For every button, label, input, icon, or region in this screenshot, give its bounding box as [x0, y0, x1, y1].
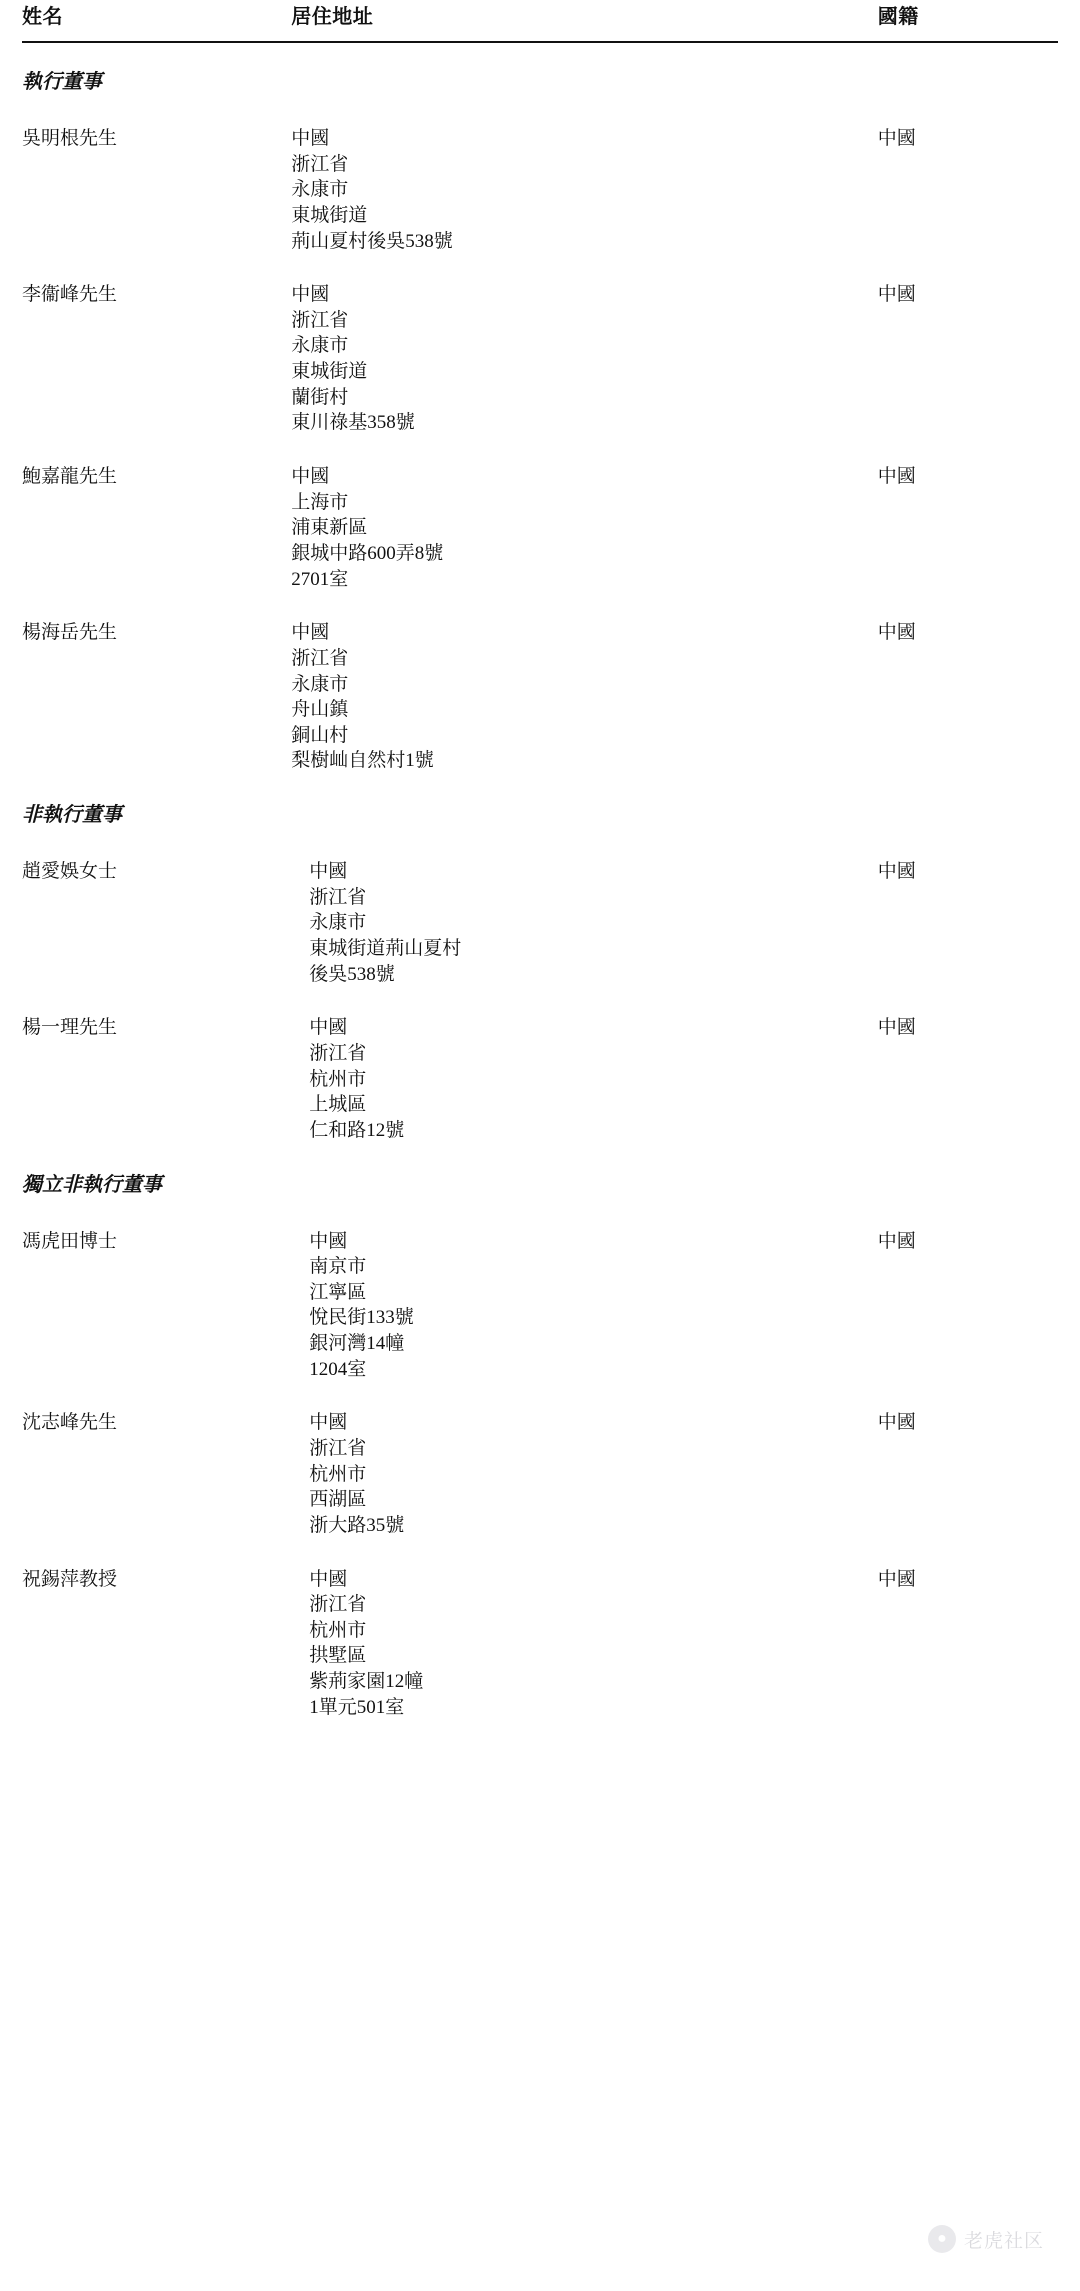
- address-line: 中國: [291, 466, 330, 488]
- column-header-name: 姓名: [22, 0, 287, 42]
- address-line: 中國: [291, 128, 330, 149]
- section-heading: 非執行董事: [22, 804, 122, 827]
- table-row: [22, 833, 1058, 989]
- table-row: [22, 1541, 1058, 1723]
- address-line: 東城街道荊山夏村: [309, 938, 462, 960]
- table-row: [22, 256, 1058, 438]
- cell-address: [287, 594, 868, 776]
- address-line: 中國: [309, 1412, 348, 1434]
- address-line: 浙江省: [309, 886, 367, 908]
- cell-nationality: 中國: [877, 1230, 916, 1252]
- address-line: 悅民街133號: [309, 1307, 414, 1329]
- address-line: 浙江省: [291, 153, 349, 175]
- section-heading-row: [22, 42, 1058, 100]
- address-line: 永康市: [291, 179, 349, 201]
- address-line: 蘭街村: [291, 386, 349, 408]
- cell-name: 楊一理先生: [22, 1017, 118, 1039]
- section-heading-row: [22, 776, 1058, 833]
- cell-address: [287, 833, 868, 989]
- table-row: [22, 1384, 1058, 1540]
- address-line: 拱墅區: [309, 1645, 367, 1667]
- address-line: 浙江省: [291, 647, 349, 669]
- cell-name: 馮虎田博士: [22, 1230, 118, 1252]
- address-line: 江寧區: [309, 1281, 367, 1303]
- cell-name: 李衞峰先生: [22, 284, 118, 306]
- address-line: 永康市: [291, 673, 349, 695]
- table-row: [22, 989, 1058, 1145]
- column-header-address: 居住地址: [287, 0, 868, 42]
- table-body: [22, 42, 1058, 1722]
- address-line: 西湖區: [309, 1489, 367, 1511]
- address-line: 中國: [291, 284, 330, 306]
- address-line: 上城區: [309, 1094, 367, 1116]
- address-line: 東川祿基358號: [291, 412, 415, 434]
- cell-nationality: 中國: [877, 1412, 916, 1434]
- table-row: [22, 594, 1058, 776]
- table-row: [22, 438, 1058, 594]
- watermark: [928, 2225, 1044, 2253]
- cell-name: 吳明根先生: [22, 128, 118, 149]
- address-line: 中國: [309, 1568, 348, 1590]
- cell-name: 楊海岳先生: [22, 622, 118, 644]
- section-heading-row: [22, 1146, 1058, 1203]
- cell-address: [287, 1384, 868, 1540]
- address-line: 中國: [309, 861, 348, 883]
- address-line: 浙大路35號: [309, 1514, 405, 1536]
- cell-address: [287, 989, 868, 1145]
- address-line: 銀城中路600弄8號: [291, 542, 444, 564]
- cell-nationality: 中國: [877, 1568, 916, 1590]
- cell-nationality: 中國: [877, 284, 916, 306]
- address-line: 浙江省: [309, 1594, 367, 1616]
- address-line: 永康市: [291, 335, 349, 357]
- watermark-label: 老虎社区: [963, 2230, 1044, 2252]
- address-line: 梨樹屾自然村1號: [291, 750, 434, 772]
- address-line: 中國: [309, 1230, 348, 1252]
- cell-name: 祝錫萍教授: [22, 1568, 118, 1590]
- address-line: 中國: [291, 622, 330, 644]
- address-line: 南京市: [309, 1256, 367, 1278]
- address-line: 舟山鎮: [291, 699, 349, 721]
- cell-address: [287, 256, 868, 438]
- address-line: 銀河灣14幢: [309, 1333, 405, 1355]
- address-line: 紫荊家園12幢: [309, 1671, 424, 1693]
- column-header-nationality: 國籍: [868, 0, 1058, 42]
- address-line: 杭州市: [309, 1068, 367, 1090]
- cell-address: [287, 1541, 868, 1723]
- table-header: [22, 0, 1058, 42]
- address-line: 浙江省: [291, 309, 349, 331]
- address-line: 2701室: [291, 568, 349, 590]
- address-line: 杭州市: [309, 1619, 367, 1641]
- cell-nationality: 中國: [877, 128, 916, 149]
- table-row: [22, 100, 1058, 256]
- address-line: 東城街道: [291, 361, 368, 383]
- cell-address: [287, 100, 868, 256]
- address-line: 1單元501室: [309, 1696, 405, 1718]
- address-line: 上海市: [291, 491, 349, 513]
- cell-name: 鮑嘉龍先生: [22, 466, 118, 488]
- address-line: 浙江省: [309, 1437, 367, 1459]
- table-row: [22, 1203, 1058, 1385]
- section-heading: 執行董事: [22, 71, 102, 93]
- directors-table: [22, 0, 1058, 1722]
- address-line: 荊山夏村後吳538號: [291, 230, 453, 252]
- address-line: 杭州市: [309, 1463, 367, 1485]
- address-line: 浙江省: [309, 1042, 367, 1064]
- cell-name: 趙愛娛女士: [22, 861, 118, 883]
- address-line: 後吳538號: [309, 963, 395, 985]
- cell-address: [287, 1203, 868, 1385]
- address-line: 東城街道: [291, 204, 368, 226]
- cell-address: [287, 438, 868, 594]
- table-header-row: [22, 0, 1058, 42]
- cell-nationality: 中國: [877, 622, 916, 644]
- address-line: 中國: [309, 1017, 348, 1039]
- section-heading: 獨立非執行董事: [22, 1173, 162, 1196]
- cell-nationality: 中國: [877, 1017, 916, 1039]
- address-line: 1204室: [309, 1358, 367, 1380]
- cell-name: 沈志峰先生: [22, 1412, 118, 1434]
- address-line: 永康市: [309, 912, 367, 934]
- address-line: 仁和路12號: [309, 1119, 405, 1141]
- cell-nationality: 中國: [877, 466, 916, 488]
- address-line: 浦東新區: [291, 517, 368, 539]
- cell-nationality: 中國: [877, 861, 916, 883]
- address-line: 銅山村: [291, 724, 349, 746]
- tiger-icon: ●: [928, 2225, 956, 2253]
